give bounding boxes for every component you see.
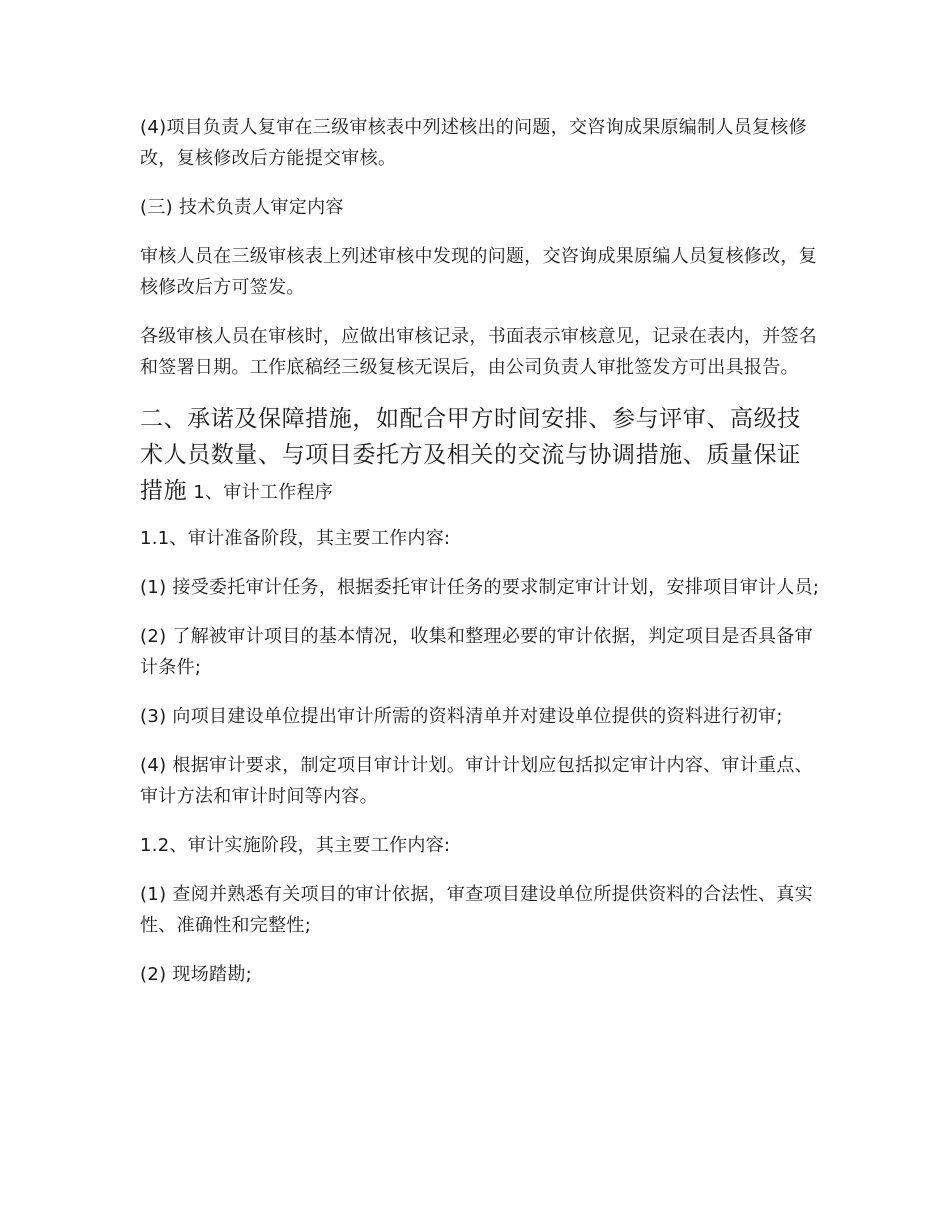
section-heading-audit-procedure: 1、审计工作程序 [187, 482, 334, 503]
paragraph-review-records: 各级审核人员在审核时，应做出审核记录，书面表示审核意见，记录在表内，并签名和签署日期。工作底稿经三级复核无误后，由公司负责人审批签发方可出具报告。 [140, 326, 818, 378]
paragraph-implementation-stage: 1.2、审计实施阶段，其主要工作内容: [140, 835, 451, 856]
paragraph-prep-item-2: (2) 了解被审计项目的基本情况，收集和整理必要的审计依据，判定项目是否具备审计条件; [140, 626, 813, 678]
paragraph-impl-item-2: (2) 现场踏勘; [140, 964, 252, 985]
paragraph-impl-item-1: (1) 查阅并熟悉有关项目的审计依据，审查项目建设单位所提供资料的合法性、真实性、准确性和完整性; [140, 884, 813, 936]
document-page [140, 112, 820, 1008]
paragraph-preparation-stage: 1.1、审计准备阶段，其主要工作内容: [140, 528, 451, 549]
paragraph-prep-item-3: (3) 向项目建设单位提出审计所需的资料清单并对建设单位提供的资料进行初审; [140, 706, 783, 727]
paragraph-project-lead-review: (4)项目负责人复审在三级审核表中列述核出的问题，交咨询成果原编制人员复核修改，复核修改后方能提交审核。 [140, 117, 807, 169]
paragraph-prep-item-4: (4) 根据审计要求，制定项目审计计划。审计计划应包括拟定审计内容、审计重点、审计方法和审计时间等内容。 [140, 755, 813, 807]
subheading-technical-lead-approval: (三) 技术负责人审定内容 [140, 197, 344, 218]
paragraph-reviewer-issues: 审核人员在三级审核表上列述审核中发现的问题，交咨询成果原编人员复核修改，复核修改后方可签发。 [140, 246, 818, 298]
section-heading-main-text: 二、承诺及保障措施，如配合甲方时间安排、参与评审、高级技术人员数量、与项目委托方及相关的交流与协调措施、质量保证措施 [140, 406, 801, 504]
section-heading-commitments [140, 401, 820, 511]
paragraph-prep-item-1: (1) 接受委托审计任务，根据委托审计任务的要求制定审计计划，安排项目审计人员; [140, 577, 820, 598]
